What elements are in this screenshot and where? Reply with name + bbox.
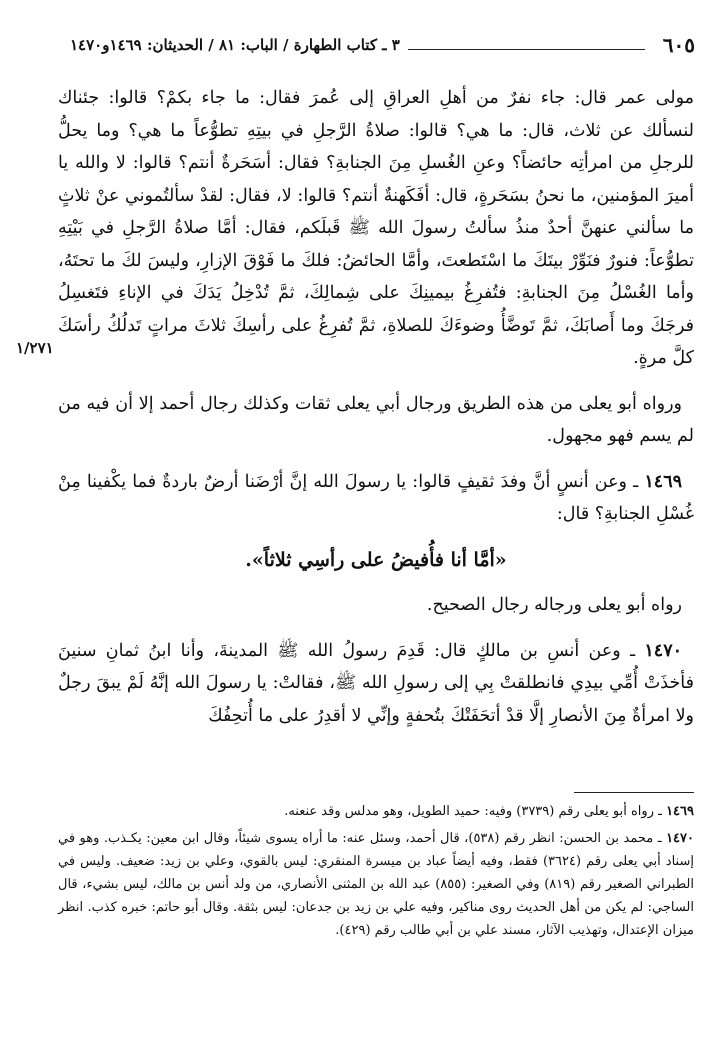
hadith-1469-number: ١٤٦٩ [644,471,682,492]
volume-page-marker: ١/٢٧١ [16,339,54,357]
page-number: ٦٠٥ [662,33,695,57]
footnote-1469 [58,800,694,823]
main-text [58,82,694,732]
narration-grade-paragraph: رواه أبو يعلى ورجاله رجال الصحيح. [426,595,682,615]
header-rule [408,49,645,50]
hadith-continuation-paragraph: مولى عمر قال: جاء نفرٌ من أهلِ العراقِ إلى عُمرَ فقال: ما جاء بكمْ؟ قالوا: جئناك لنسألك عن ثلاث، قال: ما هي؟ قالوا: صلاةُ الرَّجلِ في بيتِهِ تطوُّعاً ما هي؟ وما يحلُّ للرجلِ من امرأتِه حائضاً؟ وعنِ الغُسلِ مِنَ الجنابةِ؟ فقال: أسَحَرةٌ أنتم؟ قالوا: لا والله يا أميرَ المؤمنين، ما نحنُ بسَحَرةٍ، قال: أفَكَهنةٌ أنتم؟ قالوا: لا، فقال: لقدْ سألتُموني عنْ ثلاثٍ ما سألني عنهنَّ أحدٌ منذُ سألتُ رسولَ الله ﷺ قَبلَكم، فقال: أمَّا صلاةُ الرَّجلِ في بَيْتِهِ تطوُّعاً: فنورٌ فنَوِّرْ بيتَكَ ما اسْتَطعتَ، وأمَّا الحائضُ: فلكَ ما فَوْقَ الإزارِ، وليسَ لكَ ما تحتَهُ، وأما الغُسْلُ مِنَ الجنابةِ: فتُفرِغُ بيمينِكَ على شِمالِكَ، ثمَّ تُدْخِلُ يَدَكَ في الإناءِ فتَغسِلُ فرجَكَ وما أَصابَكَ، ثمَّ تَوضَّأُ وضوءَكَ للصلاةِ، ثمَّ تُفرِغُ على رأسِكَ ثلاثَ مراتٍ تَدلُكُ رأسَكَ كلَّ مرةٍ. [58,88,694,368]
footnote-1470-text: ـ محمد بن الحسن: انظر رقم (٥٣٨)، قال أحمد، وسئل عنه: ما أراه يسوى شيئاً، وقال ابن معين: يكـذب. وهو في إسناد أبي يعلى رقم (٣٦٢٤) فقط، وفيه أيضاً عباد بن ميسرة المنقري: ليس بالقوي، وعلي بن زيد: ضعيف. وليس في الطبراني الصغير رقم (٨١٩) وفي الصغير: (٨٥٥) عبد الله بن المثنى الأنصاري، من ولد أنس بن مالك، ليس بشيء، قال الساجي: لم يكن من أهل الحديث روى مناكير، وفيه علي بن زيد بن جدعان: ليس بثقة. وقال أبو حاتم: خبره كذب. انظر ميزان الإعتدال، وتهذيب الآثار، مسند علي بن أبي طالب رقم (٤٢٩). [58,831,694,938]
footnote-1469-text: ـ رواه أبو يعلى رقم (٣٧٣٩) وفيه: حميد الطويل، وهو مدلس وقد عنعنه. [284,804,667,819]
hadith-1469-quote: «أمَّا أنا فأُفيضُ على رأسِي ثلاثاً». [245,548,507,571]
footnote-1470 [58,827,694,942]
running-title: ٣ ـ كتاب الطهارة / الباب: ٨١ / الحديثان: ١٤٦٩و١٤٧٠ [70,36,400,54]
hadith-1470-paragraph [58,635,694,733]
hadith-1470-text: ـ وعن أنسِ بن مالكٍ قال: قَدِمَ رسولُ الله ﷺ المدينةَ، وأنا ابنُ ثمانِ سنينَ فأخذَتْ أُمِّي بيدِي فانطلقتْ بِي إلى رسولِ الله ﷺ، فقالتْ: يا رسولَ الله إنَّهُ لَمْ يبقَ رجلٌ ولا امرأةٌ مِنَ الأنصارِ إلَّا قدْ أتحَفَتْكَ بتُحفةٍ وإنِّي لا أقدِرُ على ما أُتحِفُكَ [58,640,694,726]
hadith-1469-paragraph [58,466,694,531]
footnote-divider [574,792,694,793]
page-header [70,30,695,60]
footnote-1470-number: ١٤٧٠ [666,831,694,846]
footnotes [58,800,694,942]
narration-note-paragraph: ورواه أبو يعلى من هذه الطريق ورجال أبي يعلى ثقات وكذلك رجال أحمد إلا أن فيه من لم يسم فهو مجهول. [58,393,694,446]
hadith-1469-text: ـ وعن أنسٍ أنَّ وفدَ ثقيفٍ قالوا: يا رسولَ الله إنَّ أرْضَنا أرضٌ باردةٌ فما يكْفينا مِنْ غُسْلِ الجنابةِ؟ قال: [58,471,694,524]
footnote-1469-number: ١٤٦٩ [666,804,694,819]
hadith-1470-number: ١٤٧٠ [644,640,682,661]
